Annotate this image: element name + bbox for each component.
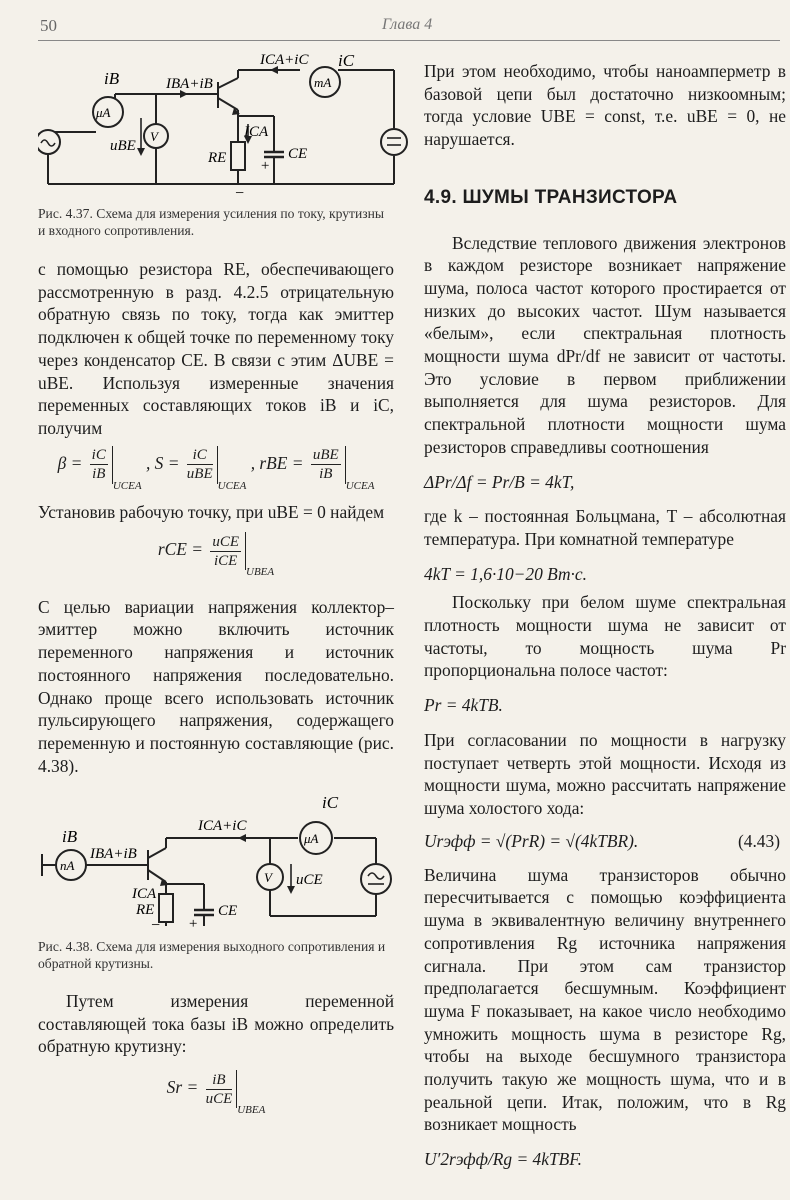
equation-beta-s-rbe (38, 446, 394, 498)
figure-4-37-caption: Рис. 4.37. Схема для измерения усиления по току, крутизны и входного сопротивления. (38, 206, 385, 238)
left-column (38, 258, 394, 777)
equation-urms: Urэфф = √(PrR) = √(4kTBR). (424, 830, 639, 851)
fig437-minus-label: − (234, 185, 245, 202)
eq-rbe-fraction (311, 446, 341, 483)
eq-rce-lhs: rCE = (157, 539, 203, 560)
fig437-ib-label: iB (104, 69, 120, 88)
header-rule (38, 40, 780, 41)
eq-sr-lhs: Sr = (166, 1077, 199, 1098)
eq-rce-sub: UBEA (246, 566, 275, 579)
eq-beta-num: iC (91, 447, 106, 464)
eq-rbe-sub: UCEA (345, 479, 375, 492)
resistor-re-icon (159, 894, 173, 922)
running-header: Глава 4 (382, 16, 433, 33)
eq-s-fraction (187, 446, 213, 483)
right-paragraph-5: При согласовании по мощности в нагрузку поступает четверть этой мощности. Исходя из мощности шума, можно рассчитать напряжение шума холостого хода: (424, 729, 786, 818)
fig438-ib-label: iB (62, 827, 78, 846)
equation-4kt: 4kT = 1,6·10−20 Вт·с. (424, 563, 587, 584)
figure-4-38 (38, 780, 418, 935)
fig438-microamp-label: μA (304, 831, 319, 846)
fig438-plus-label: + (188, 916, 199, 930)
fig438-uce-label: uCE (296, 872, 323, 888)
eq-beta-fraction (90, 446, 108, 483)
fig437-ica-ic-label: ICA+iC (260, 52, 309, 68)
fig437-plus-label: + (260, 158, 271, 174)
figure-4-37 (38, 52, 418, 207)
equation-sr (38, 1070, 394, 1122)
eq-sr-num: iB (206, 1071, 233, 1090)
eq-sr-sub: UBEA (237, 1104, 266, 1117)
figure-4-38-caption: Рис. 4.38. Схема для измерения выходного сопротивления и обратной крутизны. (38, 939, 386, 971)
right-column (424, 60, 786, 1183)
pulsating-source-icon (361, 864, 391, 894)
equation-number: (4.43) (737, 830, 780, 851)
eq-rce-fraction (210, 533, 241, 570)
resistor-re-icon (231, 142, 245, 170)
eq-beta-den: iB (92, 466, 106, 483)
eq-s-num: iC (187, 446, 213, 465)
eq-rbe-lhs: , rBE = (250, 452, 304, 473)
eq-rce-den: iCE (213, 552, 238, 569)
fig437-ce-label: CE (288, 146, 308, 162)
right-paragraph-6: Величина шума транзисторов обычно пересчитывается с помощью коэффициента шума в эквивалентную величину внутреннего сопротивления Rg источника напряжения сигнала. При этом сам транзистор предполагается бесшумным. Коэффициент шума F показывает, на какое число необходимо умножить мощность шума в резисторе Rg, чтобы на выходе бесшумного транзистора получить такую же мощность шума, что и в реальной цепи. Итак, положим, что в Rg возникает мощность (424, 864, 786, 1135)
equation-pr: Pr = 4kTB. (424, 695, 503, 716)
right-paragraph-2: Вследствие теплового движения электронов в каждом резисторе возникает напряжение шума, полоса частот которого простирается от низких до высоких частот. Шум называется «белым», если спектральная плотность мощности шума dPr/df не зависит от частоты. Это условие в первом приближении выполняется для шума резисторов. Для спектральной плотности мощности шума резисторов справедливы соотношения (424, 232, 786, 457)
eq-s-den: uBE (186, 466, 213, 483)
circuit-diagram-4-38 (38, 780, 418, 930)
fig437-microamp-label: μA (96, 105, 111, 120)
page-number: 50 (40, 16, 57, 35)
eq-s-lhs: , S = (145, 452, 180, 473)
fig437-volt-label: V (150, 129, 158, 144)
eq-rce-num: uCE (212, 533, 239, 550)
eq-sr-den: uCE (205, 1090, 233, 1107)
fig438-minus-label: − (150, 917, 161, 930)
circuit-diagram-4-37 (38, 52, 418, 202)
eq-beta-sub: UCEA (112, 479, 142, 492)
left-paragraph-2: Установив рабочую точку, при uBE = 0 найдем (38, 502, 385, 523)
fig438-re-label: RE (136, 902, 155, 918)
eq-beta-lhs: β = (57, 452, 83, 473)
right-paragraph-1: При этом необходимо, чтобы наноамперметр в базовой цепи был достаточно низкоомным; тогда условие UBE = const, т.е. uBE = 0, не нарушается. (424, 61, 786, 150)
left-paragraph-1: с помощью резистора RE, обеспечивающего рассмотренную в разд. 4.2.5 отрицательную обратную связь по току, тогда как эмиттер подключен к общей точке по переменному току через конденсатор CE. В связи с этим ΔUBE = uBE. Используя измеренные значения переменных составляющих токов iB и iC, получим (38, 259, 394, 438)
equation-noise-figure: U′2rэфф/Rg = 4kTBF. (424, 1149, 582, 1170)
eq-rbe-den: iB (319, 466, 333, 483)
eq-rbe-num: uBE (312, 447, 339, 464)
dc-source-icon (381, 129, 407, 155)
left-column-bottom (38, 990, 394, 1122)
fig437-milliamp-label: mA (314, 75, 332, 90)
fig438-ic-label: iC (322, 793, 339, 812)
fig438-ce-label: CE (218, 903, 238, 919)
fig438-iba-label: IBA+iB (90, 846, 137, 862)
fig438-ica-ic-label: ICA+iC (198, 818, 247, 834)
eq-sr-fraction (206, 1071, 233, 1108)
fig437-re-label: RE (208, 150, 227, 166)
equation-4-43-row (424, 830, 786, 854)
fig437-ica-label: ICA (244, 124, 269, 140)
fig438-ica-label: ICA (132, 886, 157, 902)
left-paragraph-3: С целью вариации напряжения коллектор–эмиттер можно включить источник переменного напряжения и источник постоянного напряжения последовательно. Однако проще всего использовать источник пульсирующего напряжения, содержащего переменную и постоянную составляющие (рис. 4.38). (38, 596, 394, 776)
fig437-ic-label: iC (338, 52, 355, 70)
right-paragraph-4: Поскольку при белом шуме спектральная плотность мощности шума не зависит от частоты, то мощность шума Pr пропорциональна полосе частот: (424, 592, 786, 681)
equation-noise-density: ΔPr/Δf = Pr/B = 4kT, (424, 471, 575, 492)
fig438-volt-label: V (264, 870, 272, 885)
left-paragraph-4: Путем измерения переменной составляющей тока базы iB можно определить обратную крутизну: (38, 991, 394, 1057)
fig437-iba-label: IBA+iB (166, 76, 213, 92)
fig437-ube-label: uBE (110, 138, 136, 154)
right-paragraph-3: где k – постоянная Больцмана, T – абсолютная температура. При комнатной температуре (424, 506, 786, 549)
fig438-nanoamp-label: nA (60, 858, 75, 873)
section-heading: 4.9. ШУМЫ ТРАНЗИСТОРА (424, 186, 678, 208)
eq-s-sub: UCEA (217, 479, 247, 492)
equation-rce (38, 532, 394, 584)
